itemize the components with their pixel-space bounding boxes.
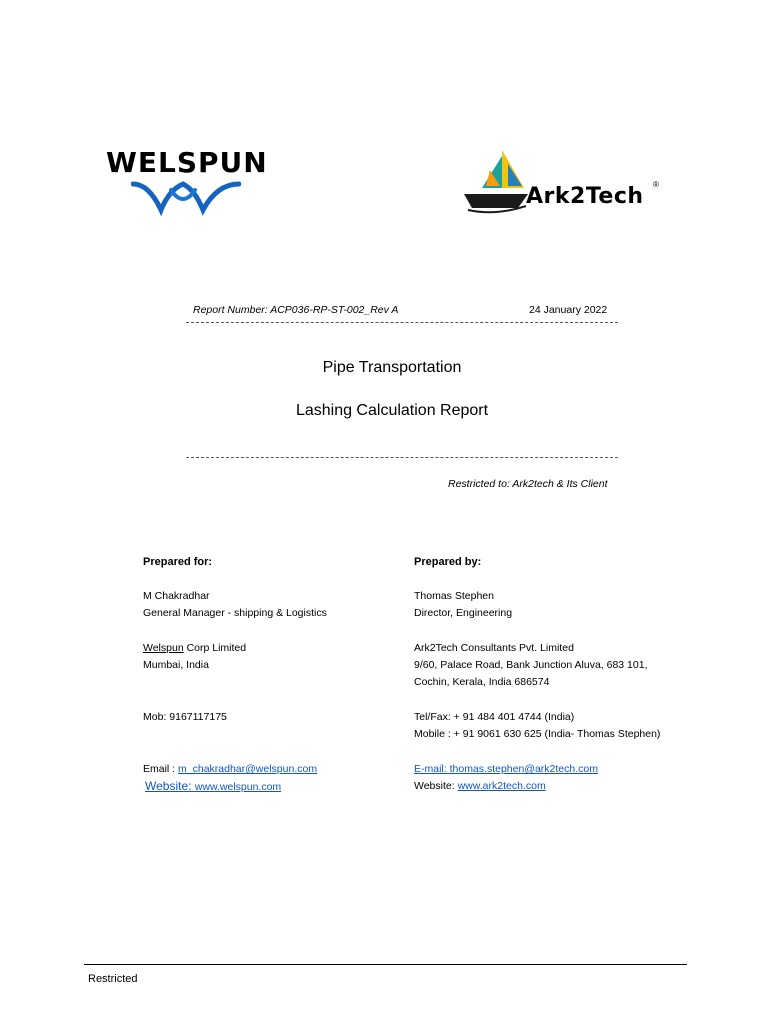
restriction-note: Restricted to: Ark2tech & Its Client [448,478,608,490]
divider-top [186,322,618,323]
client-website-link[interactable]: www.welspun.com [194,781,282,793]
client-website-row [143,778,393,796]
client-company-suffix: Corp Limited [183,642,247,654]
prepared-for-section [143,554,393,796]
client-name: M Chakradhar [143,590,210,602]
author-address1: 9/60, Palace Road, Bank Junction Aluva, 683 101, [414,659,648,671]
ark2tech-ship-icon [462,150,532,216]
author-role: Director, Engineering [414,607,513,619]
author-address2: Cochin, Kerala, India 686574 [414,676,550,688]
author-email-row [414,761,694,778]
report-number: Report Number: ACP036-RP-ST-002_Rev A [193,304,399,316]
client-website-label: Website: [145,779,195,793]
welspun-wordmark: WELSPUN [106,146,268,179]
client-email-label: Email : [143,763,179,775]
author-website-label: Website: [414,780,458,792]
title-line1: Pipe Transportation [322,359,462,376]
prepared-for-heading: Prepared for: [143,556,213,568]
prepared-by-section [414,554,694,795]
author-name: Thomas Stephen [414,590,494,602]
author-email-link[interactable]: thomas.stephen@ark2tech.com [449,763,598,775]
footer-rule [84,964,687,965]
ark2tech-wordmark: Ark2Tech [526,184,644,209]
ark2tech-logo [462,150,662,218]
footer-restricted: Restricted [88,973,138,985]
author-website-link[interactable]: www.ark2tech.com [457,780,546,792]
prepared-by-heading: Prepared by: [414,556,482,568]
report-date: 24 January 2022 [529,304,608,316]
author-mobile: Mobile : + 91 9061 630 625 (India- Thomas Stephen) [414,728,661,740]
author-company: Ark2Tech Consultants Pvt. Limited [414,642,574,654]
divider-bottom [186,457,618,458]
author-website-row [414,778,694,795]
title-line2: Lashing Calculation Report [295,402,489,419]
author-telfax: Tel/Fax: + 91 484 401 4744 (India) [414,711,575,723]
client-company-prefix: Welspun [143,642,184,654]
client-mobile: Mob: 9167117175 [143,711,227,723]
client-role: General Manager - shipping & Logistics [143,607,327,619]
client-city: Mumbai, India [143,659,209,671]
welspun-logo [103,146,273,220]
welspun-mark-icon [131,180,241,216]
client-company [143,640,393,657]
client-email-row [143,761,393,778]
registered-mark: ® [653,180,659,189]
client-email-link[interactable]: m_chakradhar@welspun.com [178,763,318,775]
author-email-label: E-mail: [414,763,450,775]
